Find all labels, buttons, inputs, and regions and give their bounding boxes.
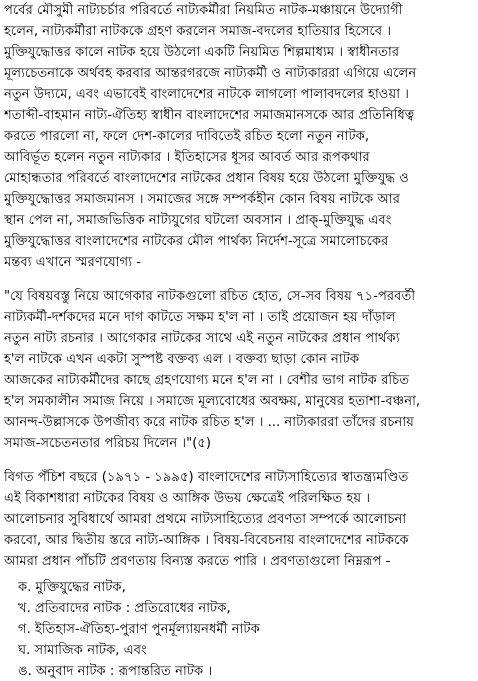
paragraph-1-line: মূল্যচেতনাকে অর্থবহ করবার আন্তরগরজে নাট্যকর্মী ও নাট্যকাররা এগিয়ে এলেন bbox=[4, 66, 417, 81]
paragraph-2-line: করবো, আর দ্বিতীয় স্তরে নাট্য-আঙ্গিক । বিষয়-বিবেচনায় বাংলাদেশের নাটককে bbox=[4, 533, 409, 548]
paragraph-1-line: স্থান পেল না, সমাজভিত্তিক নাট্যযুগের ঘটলো অবসান । প্রাক্-মুক্তিযুদ্ধ এবং bbox=[4, 213, 392, 228]
paragraph-1-line: করতে পারলো না, ফলে দেশ-কালের দাবিতেই রচিত হলো নতুন নাটক, bbox=[4, 129, 370, 144]
quote-line: হ'ল নাটকে এখন একটা সুস্পষ্ট বক্তব্য এল । বক্তব্য ছাড়া কোন নাটক bbox=[4, 352, 360, 367]
paragraph-1-line: আবির্ভূত হলেন নতুন নাট্যকার । ইতিহাসের ধূসর আবর্ত আর রূপকথার bbox=[4, 150, 370, 165]
paragraph-2-line: আলোচনার সুবিধার্থে আমরা প্রথমে নাট্যসাহিত্যের প্রবণতা সম্পর্কে আলোচনা bbox=[4, 512, 407, 527]
quote-line: নতুন নাট্য রচনার । আগেকার নাটকের সাথে এই নতুন নাটকের প্রধান পার্থক্য bbox=[4, 331, 400, 346]
paragraph-1-line: মন্তব্য এখানে স্মরণযোগ্য - bbox=[4, 255, 141, 270]
quote-line: আজকের নাট্যকর্মীদের কাছে গ্রহণযোগ্য মনে হ'ল না । বেশীর ভাগ নাটক রচিত bbox=[4, 373, 410, 388]
list-item: ক. মুক্তিযুদ্ধের নাটক, bbox=[18, 580, 126, 595]
paragraph-2-line: আমরা প্রধান পাঁচটি প্রবণতায় বিন্যস্ত করতে পারি । প্রবণতাগুলো নিম্নরূপ - bbox=[4, 554, 391, 569]
paragraph-1-line: পর্বের মৌসুমী নাট্যচর্চার পরিবর্তে নাট্যকর্মীরা নিয়মিত নাটক-মঞ্চায়নে উদ্যোগী bbox=[4, 3, 403, 18]
list-item: ঙ. অনুবাদ নাটক : রূপান্তরিত নাটক । bbox=[18, 664, 213, 679]
paragraph-1-line: মোহান্ধতার পরিবর্তে বাংলাদেশের নাটকের প্রধান বিষয় হয়ে উঠলো মুক্তিযুদ্ধ ও bbox=[4, 171, 409, 186]
quote-line: "যে বিষয়বস্তু নিয়ে আগেকার নাটকগুলো রচিত হোত, সে-সব বিষয় ৭১-পরবর্তী bbox=[4, 289, 416, 304]
paragraph-1-line: হলেন, নাট্যকর্মীরা নাটককে গ্রহণ করলেন সমাজ-বদলের হাতিয়ার হিসেবে । bbox=[4, 24, 392, 39]
paragraph-1-line: মুক্তিযুদ্ধোত্তর সমাজমানস । সমাজের সঙ্গে সম্পর্কহীন কোন বিষয় নাটকে আর bbox=[4, 192, 401, 207]
quote-line: আনন্দ-উল্লাসকে উপজীব্য করে নাটক রচিত হ'ল । ... নাট্যকাররা তাঁদের রচনায় bbox=[4, 415, 414, 430]
list-item: ঘ. সামাজিক নাটক, এবং bbox=[18, 643, 147, 658]
list-item: গ. ইতিহাস-ঐতিহ্য-পুরাণ পুনর্মূল্যায়নধর্মী নাটক bbox=[18, 622, 260, 637]
paragraph-1-line: মুক্তিযুদ্ধোত্তর বাংলাদেশের নাটকের মৌল পার্থক্য নির্দেশ-সূত্রে সমালোচকের bbox=[4, 234, 389, 249]
paragraph-1-line: নতুন উদ্যমে, এবং এভাবেই বাংলাদেশের নাটকে লাগলো পালাবদলের হাওয়া । bbox=[4, 87, 409, 102]
quote-line: নাট্যকর্মী-দর্শকদের মনে দাগ কাটতে সক্ষম হ'ল না । তাই প্রয়োজন হয় দাঁড়াল bbox=[4, 310, 396, 325]
quote-line: সমাজ-সচেতনতার পরিচয় দিলেন ।"(৫) bbox=[4, 436, 212, 451]
paragraph-1-line: মুক্তিযুদ্ধোত্তর কালে নাটক হয়ে উঠলো একটি নিয়মিত শিল্পমাধ্যম । স্বাধীনতার bbox=[4, 45, 400, 60]
quote-line: হ'ল সমকালীন সমাজ নিয়ে । সমাজে মূল্যবোধের অবক্ষয়, মানুষের হতাশা-বঞ্চনা, bbox=[4, 394, 421, 409]
list-item: খ. প্রতিবাদের নাটক : প্রতিরোধের নাটক, bbox=[18, 601, 231, 616]
paragraph-1-line: শতাব্দী-বাহমান নাট্য-ঐতিহ্য স্বাধীন বাংলাদেশের সমাজমানসকে আর প্রতিনিধিত্ব bbox=[4, 108, 415, 123]
paragraph-2-line: এই বিকাশধারা নাটকের বিষয় ও আঙ্গিক উভয় ক্ষেত্রেই পরিলক্ষিত হয় । bbox=[4, 491, 371, 506]
paragraph-2-line: বিগত পঁচিশ বছরে (১৯৭১ - ১৯৯৫) বাংলাদেশের নাট্যসাহিত্যের স্বাতন্ত্র্যমণ্ডিত bbox=[4, 470, 409, 485]
